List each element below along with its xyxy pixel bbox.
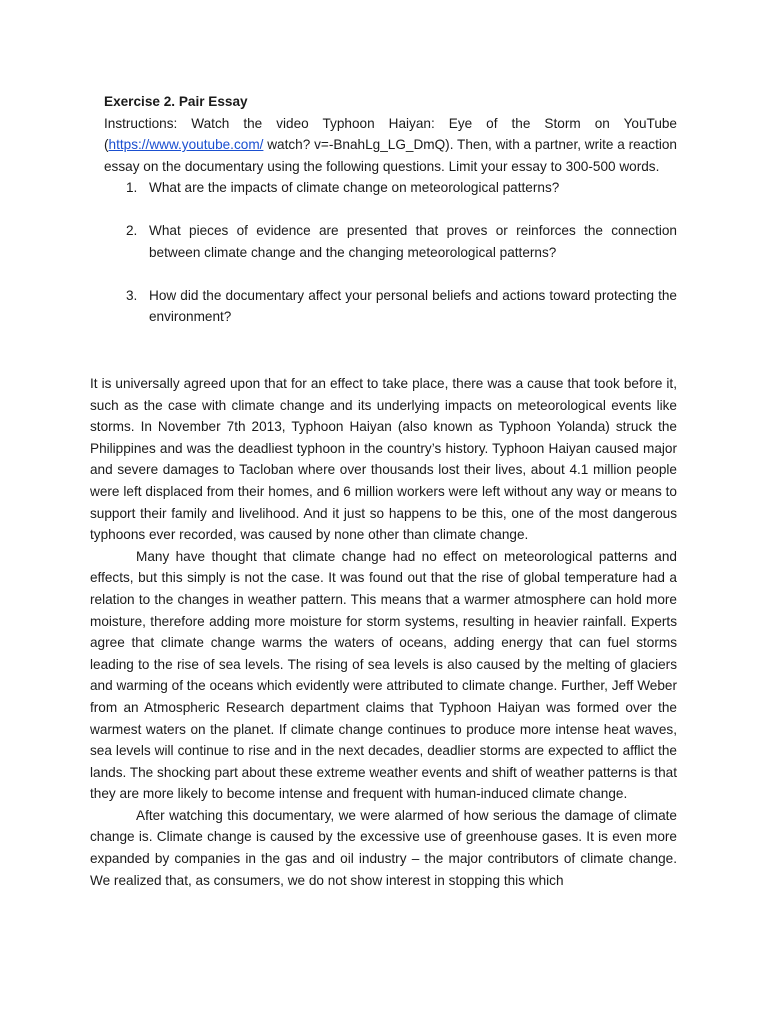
question-number: 3. xyxy=(126,287,138,303)
essay-paragraph: Many have thought that climate change had no effect on meteorological patterns and effects, but this simply is not the case. It was found out that the rise of global temperature had a relation to the changes in weather pattern. This means that a warmer atmosphere can hold more moisture, therefore adding more moisture for storm systems, resulting in heavier rainfall. Experts agree that climate change warms the waters of oceans, adding energy that can fuel storms leading to the rise of sea levels. The rising of sea levels is also caused by the melting of glaciers and warming of the oceans which evidently were attributed to climate change. Further, Jeff Weber from an Atmospheric Research department claims that Typhoon Haiyan was formed over the warmest waters on the planet. If climate change continues to produce more intense heat waves, sea levels will continue to rise and in the next decades, deadlier storms are expected to afflict the lands. The shocking part about these extreme weather events and shift of weather patterns is that they are more likely to become intense and frequent with human-induced climate change. xyxy=(90,548,677,802)
essay-body xyxy=(90,373,677,891)
question-item xyxy=(104,220,677,263)
question-number: 1. xyxy=(126,180,138,195)
instructions xyxy=(104,113,677,178)
instructions-text-before-link: Instructions: Watch the video Typhoon Haiyan: Eye of the Storm on YouTube ( xyxy=(104,115,677,152)
question-number: 2. xyxy=(126,223,138,238)
instructions-text-after-link: watch? v=-BnahLg_LG_DmQ). Then, with a partner, write a reaction essay on the documentary using the following questions. Limit your essay to 300-500 words. xyxy=(104,137,677,174)
question-item xyxy=(104,177,677,199)
question-text: What are the impacts of climate change on meteorological patterns? xyxy=(149,180,560,195)
question-text: What pieces of evidence are presented that proves or reinforces the connection between climate change and the changing meteorological patterns? xyxy=(149,223,677,260)
exercise-section xyxy=(104,91,677,328)
exercise-title: Exercise 2. Pair Essay xyxy=(104,94,248,109)
question-item xyxy=(104,285,677,328)
question-text: How did the documentary affect your personal beliefs and actions toward protecting the environment? xyxy=(149,287,677,324)
essay-paragraph: It is universally agreed upon that for an effect to take place, there was a cause that took before it, such as the case with climate change and its underlying impacts on meteorological events like storms. In November 7th 2013, Typhoon Haiyan (also known as Typhoon Yolanda) struck the Philippines and was the deadliest typhoon in the country’s history. Typhoon Haiyan caused major and severe damages to Tacloban where over thousands lost their lives, about 4.1 million people were left displaced from their homes, and 6 million workers were left without any way or means to support their family and livelihood. And it just so happens to be this, one of the most dangerous typhoons ever recorded, was caused by none other than climate change. xyxy=(90,376,677,543)
question-list xyxy=(104,177,677,328)
youtube-link[interactable]: https://www.youtube.com/ xyxy=(108,137,264,152)
essay-paragraph: After watching this documentary, we were alarmed of how serious the damage of climate change is. Climate change is caused by the excessive use of greenhouse gases. It is even more expanded by companies in the gas and oil industry – the major contributors of climate change. We realized that, as consumers, we do not show interest in stopping this which xyxy=(90,807,677,888)
